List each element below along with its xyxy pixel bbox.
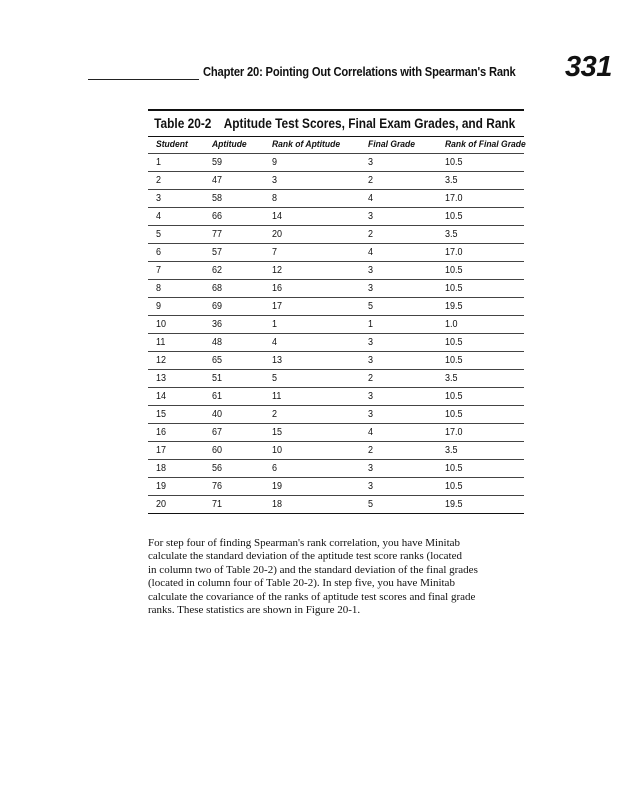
table-cell: 19 — [272, 481, 283, 492]
table-cell: 47 — [212, 175, 223, 186]
table-cell: 3 — [272, 175, 278, 186]
table-cell: 3.5 — [445, 229, 458, 240]
table-cell: 7 — [272, 247, 278, 258]
table-row — [148, 244, 524, 262]
table-cell: 2 — [156, 175, 162, 186]
page-number: 331 — [565, 51, 612, 83]
table-cell: 65 — [212, 355, 223, 366]
table-cell: 8 — [272, 193, 278, 204]
table-cell: 3 — [368, 265, 374, 276]
table-title: Aptitude Test Scores, Final Exam Grades, and Rank — [223, 116, 516, 131]
table-cell: 8 — [156, 283, 162, 294]
table-cell: 57 — [212, 247, 223, 258]
table-cell: 48 — [212, 337, 223, 348]
table-row — [148, 496, 524, 514]
table-row — [148, 460, 524, 478]
table-row — [148, 388, 524, 406]
table-cell: 20 — [156, 499, 167, 510]
paragraph-line: calculate the standard deviation of the aptitude test score ranks (located — [148, 550, 462, 563]
table-cell: 62 — [212, 265, 223, 276]
table-cell: 71 — [212, 499, 223, 510]
table-body — [148, 154, 524, 514]
table-row — [148, 226, 524, 244]
table-cell: 40 — [212, 409, 223, 420]
table-header-row — [148, 137, 524, 154]
table-cell: 5 — [368, 301, 374, 312]
table-cell: 5 — [156, 229, 162, 240]
table-row — [148, 334, 524, 352]
table-cell: 10.5 — [445, 355, 463, 366]
table-row — [148, 316, 524, 334]
table-row — [148, 478, 524, 496]
body-paragraph — [148, 537, 548, 617]
table-cell: 10.5 — [445, 157, 463, 168]
table-row — [148, 280, 524, 298]
table-cell: 77 — [212, 229, 223, 240]
table-cell: 56 — [212, 463, 223, 474]
table-cell: 3 — [368, 391, 374, 402]
table-cell: 10 — [272, 445, 283, 456]
header-rule — [88, 79, 199, 80]
table-cell: 66 — [212, 211, 223, 222]
table-cell: 10.5 — [445, 409, 463, 420]
table-caption — [148, 111, 516, 136]
table-cell: 3 — [368, 283, 374, 294]
table-cell: 69 — [212, 301, 223, 312]
table-cell: 1 — [156, 157, 162, 168]
table-cell: 19 — [156, 481, 167, 492]
column-header: Rank of Aptitude — [272, 139, 341, 150]
table-cell: 17 — [156, 445, 167, 456]
table-cell: 6 — [156, 247, 162, 258]
table-cell: 14 — [156, 391, 167, 402]
table-cell: 7 — [156, 265, 162, 276]
table-row — [148, 172, 524, 190]
table-cell: 10.5 — [445, 481, 463, 492]
table-cell: 3 — [368, 337, 374, 348]
table-cell: 59 — [212, 157, 223, 168]
table-cell: 5 — [368, 499, 374, 510]
table-cell: 3 — [368, 409, 374, 420]
table-row — [148, 370, 524, 388]
table-cell: 3.5 — [445, 175, 458, 186]
table-cell: 3 — [368, 463, 374, 474]
chapter-title: Chapter 20: Pointing Out Correlations with Spearman's Rank — [203, 64, 516, 79]
table-cell: 68 — [212, 283, 223, 294]
table-row — [148, 424, 524, 442]
table-row — [148, 154, 524, 172]
table-cell: 2 — [368, 229, 374, 240]
table-cell: 5 — [272, 373, 278, 384]
table-cell: 2 — [368, 373, 374, 384]
table-cell: 3.5 — [445, 373, 458, 384]
paragraph-line: ranks. These statistics are shown in Figure 20-1. — [148, 604, 361, 617]
table-cell: 10.5 — [445, 283, 463, 294]
table-cell: 10.5 — [445, 211, 463, 222]
column-header: Rank of Final Grade — [445, 139, 526, 150]
table-cell: 67 — [212, 427, 223, 438]
column-header: Final Grade — [368, 139, 416, 150]
table-cell: 16 — [156, 427, 167, 438]
paragraph-line: in column two of Table 20-2) and the standard deviation of the final grades — [148, 563, 478, 576]
column-header: Aptitude — [212, 139, 247, 150]
table-cell: 3 — [368, 211, 374, 222]
table-cell: 13 — [156, 373, 167, 384]
table-row — [148, 442, 524, 460]
table-cell: 15 — [156, 409, 167, 420]
table-cell: 11 — [156, 337, 166, 348]
paragraph-line: For step four of finding Spearman's rank correlation, you have Minitab — [148, 537, 461, 549]
table-cell: 1 — [272, 319, 278, 330]
table-row — [148, 298, 524, 316]
table-cell: 61 — [212, 391, 223, 402]
table-cell: 4 — [156, 211, 162, 222]
table-cell: 17.0 — [445, 193, 463, 204]
table-row — [148, 352, 524, 370]
table-cell: 58 — [212, 193, 223, 204]
table-cell: 13 — [272, 355, 283, 366]
table-cell: 20 — [272, 229, 283, 240]
table-cell: 10.5 — [445, 463, 463, 474]
table-cell: 6 — [272, 463, 278, 474]
table-cell: 36 — [212, 319, 223, 330]
table-cell: 17 — [272, 301, 283, 312]
table-cell: 3 — [368, 481, 374, 492]
table-cell: 15 — [272, 427, 283, 438]
table-cell: 76 — [212, 481, 223, 492]
table-cell: 14 — [272, 211, 283, 222]
table-cell: 10.5 — [445, 337, 463, 348]
table-cell: 12 — [272, 265, 283, 276]
table-cell: 60 — [212, 445, 223, 456]
table-cell: 9 — [156, 301, 162, 312]
table-cell: 2 — [368, 445, 374, 456]
table-cell: 17.0 — [445, 247, 463, 258]
table-cell: 16 — [272, 283, 283, 294]
table-cell: 3 — [368, 157, 374, 168]
table-cell: 10.5 — [445, 391, 463, 402]
table-row — [148, 406, 524, 424]
table-cell: 3 — [156, 193, 162, 204]
table-cell: 12 — [156, 355, 167, 366]
table-cell: 51 — [212, 373, 223, 384]
column-header: Student — [156, 139, 188, 150]
table-cell: 2 — [272, 409, 278, 420]
table-cell: 2 — [368, 175, 374, 186]
table-row — [148, 262, 524, 280]
table-row — [148, 190, 524, 208]
table-cell: 4 — [272, 337, 278, 348]
table-cell: 10 — [156, 319, 167, 330]
table-cell: 11 — [272, 391, 282, 402]
table-cell: 19.5 — [445, 499, 463, 510]
table-row — [148, 208, 524, 226]
table-cell: 18 — [156, 463, 167, 474]
table-cell: 19.5 — [445, 301, 463, 312]
data-table — [148, 109, 524, 514]
table-cell: 4 — [368, 247, 374, 258]
table-cell: 1.0 — [445, 319, 458, 330]
table-cell: 9 — [272, 157, 278, 168]
table-cell: 3.5 — [445, 445, 458, 456]
table-cell: 4 — [368, 427, 374, 438]
table-cell: 3 — [368, 355, 374, 366]
paragraph-line: calculate the covariance of the ranks of aptitude test scores and final grade — [148, 590, 476, 603]
table-cell: 17.0 — [445, 427, 463, 438]
table-cell: 18 — [272, 499, 283, 510]
paragraph-line: (located in column four of Table 20-2). In step five, you have Minitab — [148, 577, 455, 590]
table-cell: 4 — [368, 193, 374, 204]
table-number: Table 20-2 — [154, 116, 212, 131]
table-cell: 10.5 — [445, 265, 463, 276]
table-cell: 1 — [368, 319, 374, 330]
